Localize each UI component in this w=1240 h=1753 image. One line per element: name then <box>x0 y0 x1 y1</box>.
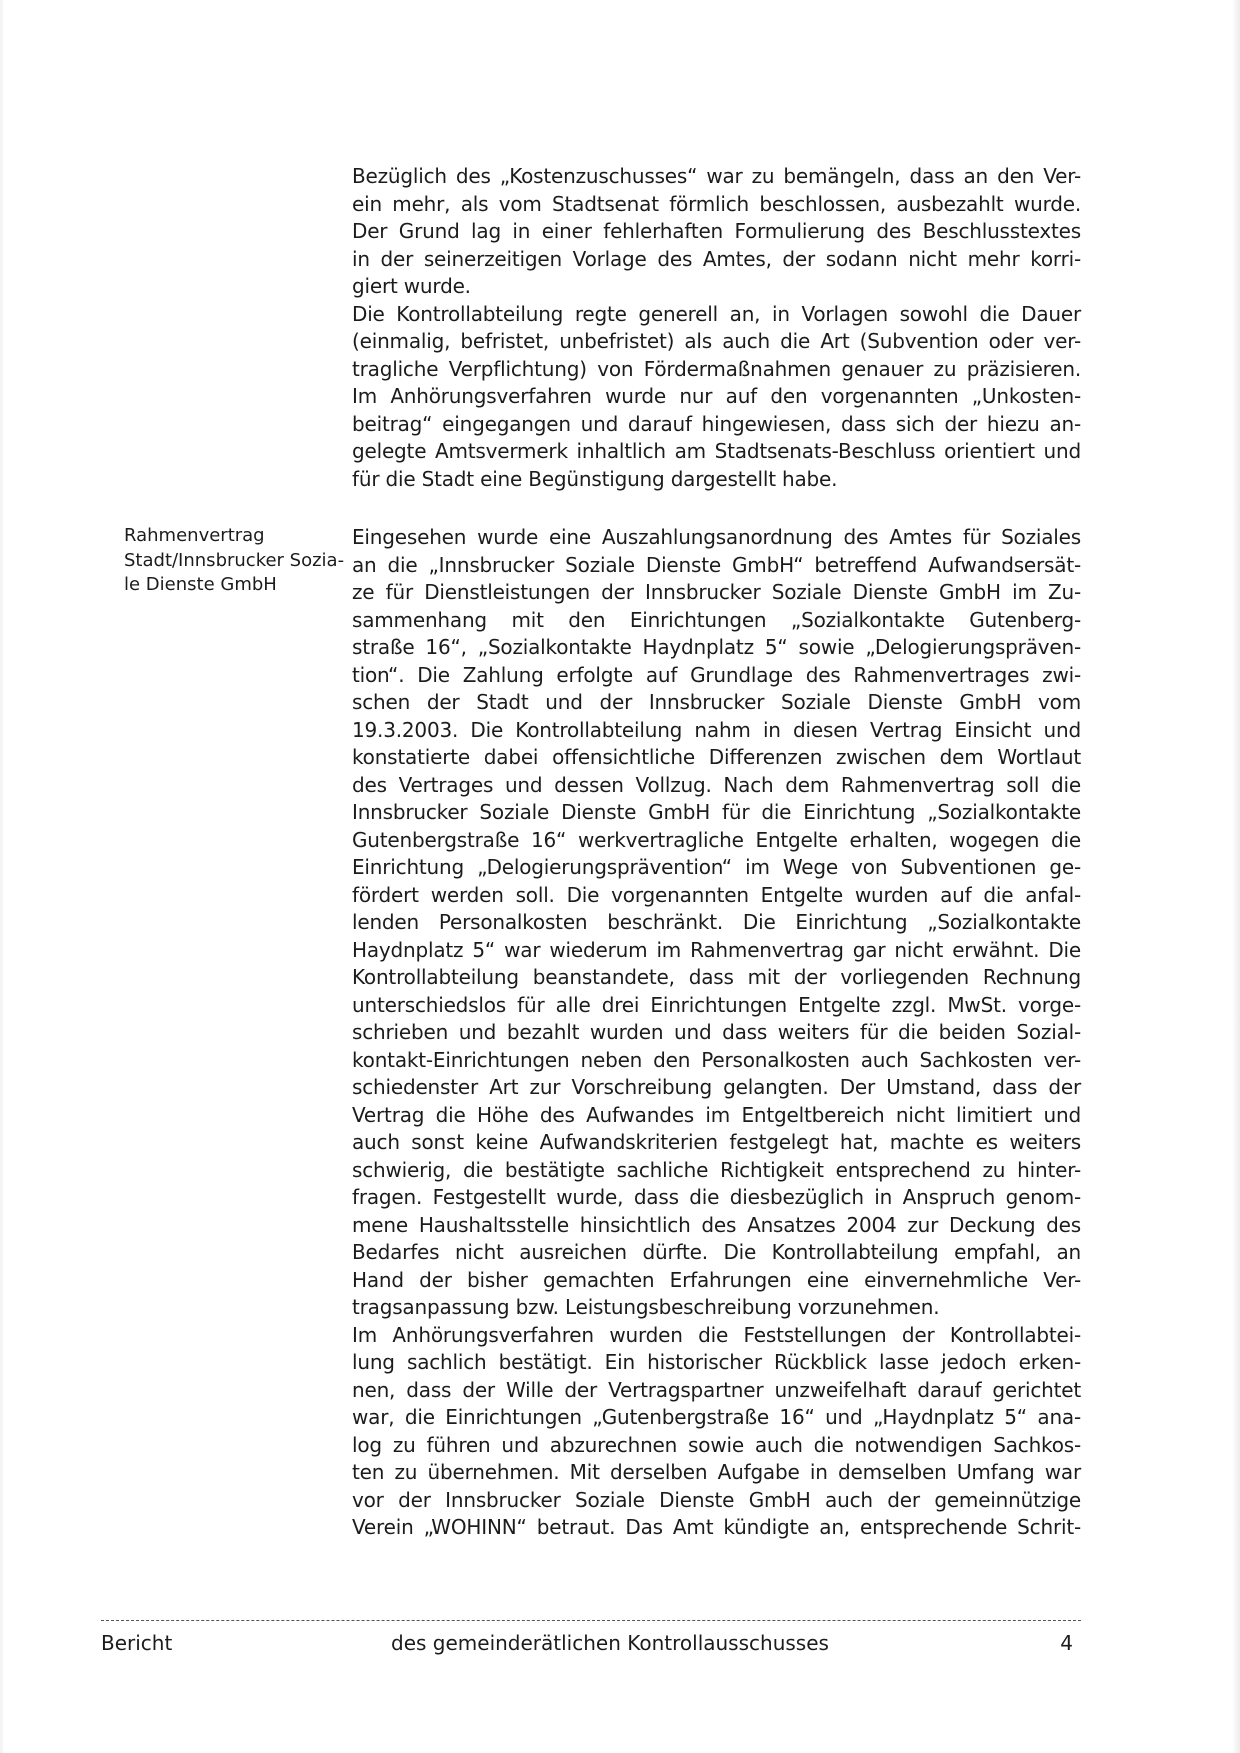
text-line: tion“. Die Zahlung erfolgte auf Grundlage des Rahmenvertrages zwi- <box>352 662 1081 687</box>
text-line: sammenhang mit den Einrichtungen „Sozialkontakte Gutenberg- <box>352 607 1081 632</box>
text-line: ten zu übernehmen. Mit derselben Aufgabe in demselben Umfang war <box>352 1460 1081 1484</box>
text-line: Im Anhörungsverfahren wurden die Feststellungen der Kontrollabtei- <box>352 1322 1081 1347</box>
text-line: straße 16“, „Sozialkontakte Haydnplatz 5“ sowie „Delogierungspräven- <box>352 635 1081 659</box>
text-line: Bezüglich des „Kostenzuschusses“ war zu bemängeln, dass an den Ver- <box>352 164 1081 188</box>
footer-report-label: Bericht <box>101 1631 173 1655</box>
text-line: Kontrollabteilung beanstandete, dass mit der vorliegenden Rechnung <box>352 965 1081 989</box>
text-line: lenden Personalkosten beschränkt. Die Einrichtung „Sozialkontakte <box>352 910 1081 934</box>
side-heading-rahmenvertrag <box>124 524 345 598</box>
footer-committee-title: des gemeinderätlichen Kontrollausschusses <box>391 1631 829 1655</box>
text-line: für die Stadt eine Begünstigung dargestellt habe. <box>352 466 838 491</box>
text-line: Hand der bisher gemachten Erfahrungen eine einvernehmliche Ver- <box>352 1267 1081 1292</box>
text-line: Eingesehen wurde eine Auszahlungsanordnung des Amtes für Soziales <box>352 525 1081 549</box>
text-line: fördert werden soll. Die vorgenannten Entgelte wurden auf die anfal- <box>352 882 1081 907</box>
scan-edge-left <box>0 0 3 1753</box>
text-line: Die Kontrollabteilung regte generell an, in Vorlagen sowohl die Dauer <box>352 301 1081 326</box>
text-line: mene Haushaltsstelle hinsichtlich des Ansatzes 2004 zur Deckung des <box>352 1212 1081 1237</box>
text-line: log zu führen und abzurechnen sowie auch die notwendigen Sachkos- <box>352 1432 1081 1457</box>
footer-divider <box>101 1620 1081 1621</box>
text-line: Innsbrucker Soziale Dienste GmbH für die Einrichtung „Sozialkontakte <box>352 800 1081 824</box>
text-line: an die „Innsbrucker Soziale Dienste GmbH“ betreffend Aufwandsersät- <box>352 552 1081 577</box>
scan-edge-right <box>1232 0 1240 1753</box>
text-line: giert wurde. <box>352 274 471 298</box>
text-line: schen der Stadt und der Innsbrucker Soziale Dienste GmbH vom <box>352 690 1081 714</box>
text-line: des Vertrages und dessen Vollzug. Nach dem Rahmenvertrag soll die <box>352 772 1081 797</box>
body-text-section-2 <box>352 524 1081 1542</box>
text-line: gelegte Amtsvermerk inhaltlich am Stadtsenats-Beschluss orientiert und <box>352 439 1081 463</box>
text-line: konstatierte dabei offensichtliche Differenzen zwischen dem Wortlaut <box>352 745 1081 769</box>
text-line: schwierig, die bestätigte sachliche Richtigkeit entsprechend zu hinter- <box>352 1157 1081 1182</box>
side-heading-line: Stadt/Innsbrucker Sozia- <box>124 549 345 571</box>
text-line: nen, dass der Wille der Vertragspartner unzweifelhaft darauf gerichtet <box>352 1377 1081 1402</box>
text-line: Der Grund lag in einer fehlerhaften Formulierung des Beschlusstextes <box>352 219 1081 243</box>
text-line: fragen. Festgestellt wurde, dass die diesbezüglich in Anspruch genom- <box>352 1185 1081 1209</box>
page-footer <box>101 1628 1081 1658</box>
text-line: 19.3.2003. Die Kontrollabteilung nahm in diesen Vertrag Einsicht und <box>352 717 1081 742</box>
text-line: war, die Einrichtungen „Gutenbergstraße 16“ und „Haydnplatz 5“ ana- <box>352 1405 1081 1429</box>
side-heading-line: Rahmenvertrag <box>124 525 265 546</box>
side-heading-line: le Dienste GmbH <box>124 574 277 595</box>
text-line: Bedarfes nicht ausreichen dürfte. Die Kontrollabteilung empfahl, an <box>352 1240 1081 1264</box>
text-line: Verein „WOHINN“ betraut. Das Amt kündigte an, entsprechende Schrit- <box>352 1515 1081 1539</box>
text-line: ze für Dienstleistungen der Innsbrucker Soziale Dienste GmbH im Zu- <box>352 580 1081 604</box>
footer-page-number: 4 <box>1060 1631 1073 1655</box>
text-line: schrieben und bezahlt wurden und dass weiters für die beiden Sozial- <box>352 1020 1081 1044</box>
text-line: tragsanpassung bzw. Leistungsbeschreibung vorzunehmen. <box>352 1295 940 1319</box>
text-line: auch sonst keine Aufwandskriterien festgelegt hat, machte es weiters <box>352 1130 1081 1154</box>
text-line: unterschiedslos für alle drei Einrichtungen Entgelte zzgl. MwSt. vorge- <box>352 992 1081 1017</box>
text-line: tragliche Verpflichtung) von Fördermaßnahmen genauer zu präzisieren. <box>352 356 1081 381</box>
text-line: in der seinerzeitigen Vorlage des Amtes, der sodann nicht mehr korri- <box>352 246 1081 271</box>
text-line: lung sachlich bestätigt. Ein historischer Rückblick lasse jedoch erken- <box>352 1350 1081 1374</box>
text-line: ein mehr, als vom Stadtsenat förmlich beschlossen, ausbezahlt wurde. <box>352 191 1081 216</box>
text-line: Einrichtung „Delogierungsprävention“ im Wege von Subventionen ge- <box>352 855 1081 879</box>
text-line: vor der Innsbrucker Soziale Dienste GmbH auch der gemeinnützige <box>352 1487 1081 1512</box>
text-line: Gutenbergstraße 16“ werkvertragliche Entgelte erhalten, wogegen die <box>352 827 1081 852</box>
text-line: Vertrag die Höhe des Aufwandes im Entgeltbereich nicht limitiert und <box>352 1102 1081 1127</box>
text-line: beitrag“ eingegangen und darauf hingewiesen, dass sich der hiezu an- <box>352 411 1081 436</box>
text-line: (einmalig, befristet, unbefristet) als auch die Art (Subvention oder ver- <box>352 329 1081 353</box>
body-text-section-1 <box>352 163 1081 493</box>
text-line: schiedenster Art zur Vorschreibung gelangten. Der Umstand, dass der <box>352 1075 1081 1099</box>
text-line: kontakt-Einrichtungen neben den Personalkosten auch Sachkosten ver- <box>352 1047 1081 1072</box>
text-line: Haydnplatz 5“ war wiederum im Rahmenvertrag gar nicht erwähnt. Die <box>352 937 1081 962</box>
text-line: Im Anhörungsverfahren wurde nur auf den vorgenannten „Unkosten- <box>352 384 1081 408</box>
